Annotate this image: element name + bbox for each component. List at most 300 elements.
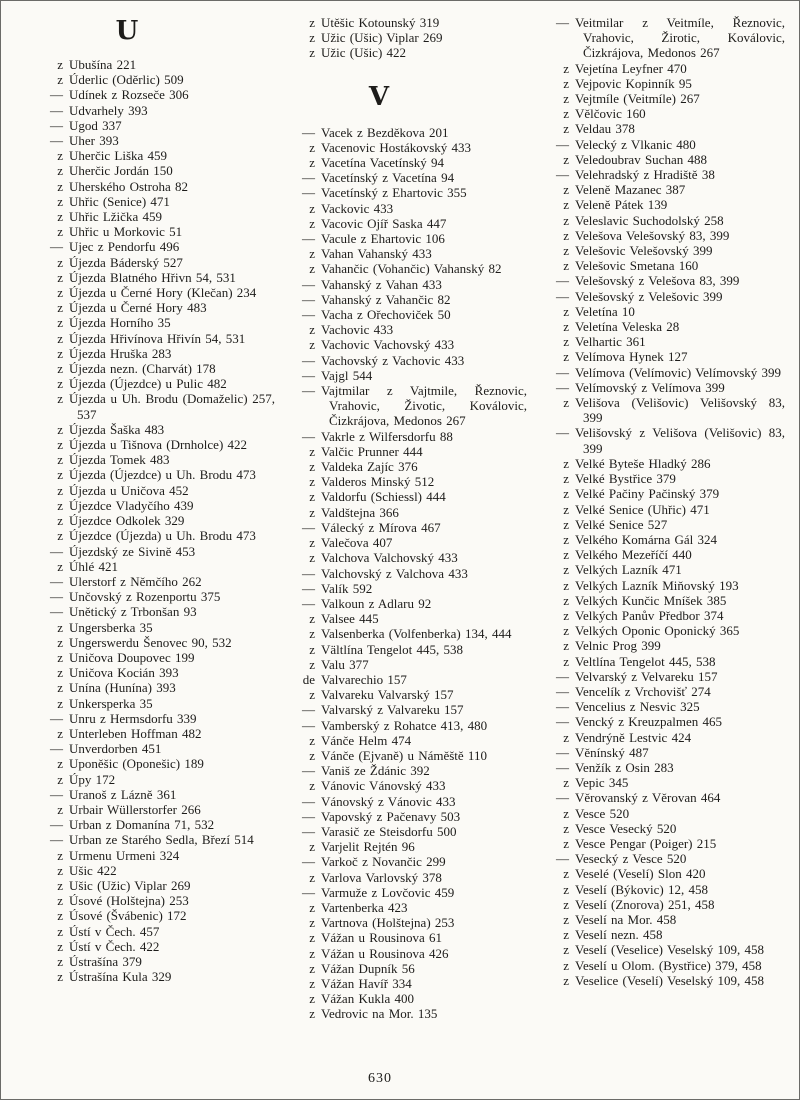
index-entry	[281, 489, 527, 504]
entry-prefix: z	[309, 930, 315, 946]
entry-text: Veselí (Veselice) Veselský 109, 458	[575, 942, 764, 958]
entry-prefix: z	[57, 209, 63, 225]
entry-text: Ústí v Čech. 422	[69, 938, 160, 954]
entry-text: Urmenu Urmeni 324	[69, 847, 180, 863]
index-entry	[281, 322, 527, 337]
entry-prefix: —	[556, 167, 569, 183]
index-entry	[281, 930, 527, 945]
entry-prefix: z	[563, 334, 569, 350]
index-entry	[29, 969, 275, 984]
entry-prefix: z	[563, 91, 569, 107]
entry-prefix: —	[50, 133, 63, 149]
entry-prefix: z	[563, 243, 569, 259]
index-entry	[535, 395, 785, 425]
entry-text: Vánče Helm 474	[321, 732, 412, 748]
entry-text: Veletína Veleska 28	[575, 319, 680, 335]
entry-text: Ušic 422	[69, 862, 117, 878]
entry-text: Újezdce Odkolek 329	[69, 513, 185, 529]
entry-prefix: z	[57, 513, 63, 529]
entry-prefix: —	[50, 543, 63, 559]
entry-prefix: —	[302, 823, 315, 839]
index-entry	[535, 425, 785, 455]
entry-text: Venžík z Osin 283	[575, 759, 674, 775]
index-entry	[281, 824, 527, 839]
index-entry	[29, 331, 275, 346]
entry-prefix: z	[57, 193, 63, 209]
entry-prefix: —	[50, 817, 63, 833]
entry-text: Vesce Pengar (Poiger) 215	[575, 835, 717, 851]
entry-text: Velecký z Vlkanic 480	[575, 136, 696, 152]
entry-text: Unkersperka 35	[69, 695, 153, 711]
index-entry	[29, 87, 275, 102]
entry-text: Valchova Valchovský 433	[321, 550, 458, 566]
entry-text: Újezda Horního 35	[69, 315, 171, 331]
entry-prefix: —	[302, 383, 315, 399]
index-entry	[29, 574, 275, 589]
entry-text: Vánovský z Vánovic 433	[321, 793, 456, 809]
entry-text: Vencelius z Nesvic 325	[575, 699, 700, 715]
entry-prefix: z	[309, 443, 315, 459]
entry-prefix: z	[563, 972, 569, 988]
entry-text: Vahan Vahanský 433	[321, 246, 432, 262]
entry-text: Velímovský z Velímova 399	[575, 379, 725, 395]
entry-text: Újezda (Újezdce) u Pulic 482	[69, 376, 227, 392]
entry-prefix: z	[57, 482, 63, 498]
entry-text: Uherčic Jordán 150	[69, 163, 173, 179]
index-entry	[29, 604, 275, 619]
index-entry	[281, 368, 527, 383]
entry-text: Vejtmíle (Veitmíle) 267	[575, 91, 700, 107]
index-entry	[29, 467, 275, 482]
entry-text: Vapovský z Pačenavy 503	[321, 808, 461, 824]
entry-prefix: z	[57, 330, 63, 346]
index-entry	[29, 650, 275, 665]
entry-text: Vacek z Bezděkova 201	[321, 124, 449, 140]
entry-prefix: —	[302, 793, 315, 809]
entry-prefix: z	[309, 945, 315, 961]
index-entry	[535, 912, 785, 927]
index-entry	[535, 547, 785, 562]
entry-prefix: z	[563, 106, 569, 122]
entry-prefix: z	[563, 516, 569, 532]
entry-prefix: z	[309, 626, 315, 642]
entry-prefix: z	[309, 687, 315, 703]
index-entry	[535, 699, 785, 714]
index-entry	[29, 711, 275, 726]
entry-prefix: z	[563, 592, 569, 608]
entry-text: Ústí v Čech. 457	[69, 923, 160, 939]
index-entry	[29, 179, 275, 194]
index-entry	[535, 684, 785, 699]
page-number: 630	[368, 1071, 392, 1086]
entry-prefix: z	[57, 72, 63, 88]
index-entry	[535, 137, 785, 152]
entry-text: Varmuže z Lovčovic 459	[321, 884, 455, 900]
index-entry	[535, 228, 785, 243]
entry-text: Velké Pačiny Pačinský 379	[575, 486, 720, 502]
entry-prefix: z	[563, 319, 569, 335]
entry-prefix: z	[57, 269, 63, 285]
entry-prefix: —	[302, 367, 315, 383]
entry-prefix: z	[57, 649, 63, 665]
entry-prefix: z	[563, 562, 569, 578]
index-entry	[29, 376, 275, 391]
entry-text: Vážan u Rousinova 426	[321, 945, 449, 961]
entry-text: Velké Senice (Uhřic) 471	[575, 501, 710, 517]
index-entry	[29, 726, 275, 741]
index-entry	[281, 733, 527, 748]
entry-text: Utěšic Kotounský 319	[321, 15, 440, 30]
entry-prefix: —	[556, 136, 569, 152]
entry-prefix: —	[302, 702, 315, 718]
entry-prefix: z	[563, 303, 569, 319]
entry-prefix: z	[309, 747, 315, 763]
entry-prefix: —	[556, 790, 569, 806]
index-entry	[281, 459, 527, 474]
index-entry	[535, 608, 785, 623]
entry-prefix: z	[309, 550, 315, 566]
entry-text: Újezda u Tišnova (Drnholce) 422	[69, 437, 248, 453]
entry-prefix: z	[57, 467, 63, 483]
entry-prefix: de	[302, 671, 315, 687]
entry-text: Velešovic Smetana 160	[575, 258, 699, 274]
index-column-2	[275, 15, 527, 1022]
entry-prefix: —	[50, 604, 63, 620]
entry-text: Veselice (Veselí) Veselský 109, 458	[575, 972, 764, 988]
entry-text: Vahančic (Vohančic) Vahanský 82	[321, 261, 502, 277]
entry-prefix: —	[556, 714, 569, 730]
index-entry	[535, 15, 785, 61]
index-entry	[29, 513, 275, 528]
index-entry	[535, 106, 785, 121]
entry-text: Velkých Lazník Miňovský 193	[575, 577, 739, 593]
index-entry	[281, 763, 527, 778]
entry-text: Uničova Doupovec 199	[69, 649, 195, 665]
index-entry	[535, 167, 785, 182]
index-entry	[535, 365, 785, 380]
entry-text: Válecký z Mírova 467	[321, 519, 441, 535]
entry-text: Urban ze Starého Sedla, Březí 514	[69, 832, 254, 848]
index-entry	[535, 821, 785, 836]
index-entry	[535, 243, 785, 258]
entry-prefix: z	[563, 471, 569, 487]
entry-prefix: —	[302, 854, 315, 870]
entry-text: Veselí (Znorova) 251, 458	[575, 896, 715, 912]
entry-prefix: z	[57, 254, 63, 270]
entry-text: Újezda u Uničova 452	[69, 482, 189, 498]
entry-prefix: —	[50, 117, 63, 133]
entry-prefix: z	[57, 923, 63, 939]
index-entry	[29, 893, 275, 908]
entry-prefix: z	[309, 30, 315, 46]
entry-text: Udínek z Rozseče 306	[69, 87, 189, 103]
entry-prefix: —	[556, 364, 569, 380]
entry-prefix: z	[309, 261, 315, 277]
entry-text: Vážan u Rousinova 61	[321, 930, 443, 946]
entry-text: Újezda u Černé Hory (Klečan) 234	[69, 285, 257, 301]
entry-prefix: —	[556, 425, 569, 441]
entry-text: Valdeka Zajíc 376	[321, 459, 418, 475]
entry-prefix: —	[556, 744, 569, 760]
entry-text: Uhřic u Morkovic 51	[69, 224, 183, 240]
entry-text: Újezda (Újezdce) u Uh. Brodu 473	[69, 467, 256, 483]
entry-text: Ugod 337	[69, 117, 122, 133]
entry-prefix: z	[309, 732, 315, 748]
entry-prefix: z	[57, 421, 63, 437]
index-entry	[281, 581, 527, 596]
index-entry	[281, 246, 527, 261]
index-entry	[29, 848, 275, 863]
entry-text: Valečova 407	[321, 535, 393, 551]
index-entry	[281, 353, 527, 368]
entry-prefix: z	[563, 820, 569, 836]
entry-prefix: z	[57, 300, 63, 316]
index-entry	[281, 672, 527, 687]
entry-prefix: z	[563, 775, 569, 791]
entry-text: Uhřic (Senice) 471	[69, 193, 170, 209]
entry-text: Valkoun z Adlaru 92	[321, 595, 432, 611]
entry-prefix: —	[556, 379, 569, 395]
entry-text: Ungersberka 35	[69, 619, 153, 635]
index-entry	[535, 790, 785, 805]
entry-text: Velímova (Velímovic) Velímovský 399	[575, 364, 782, 380]
index-entry	[29, 300, 275, 315]
entry-text: Velkého Komárna Gál 324	[575, 531, 717, 547]
entry-text: Vahanský z Vahančic 82	[321, 291, 451, 307]
entry-prefix: —	[302, 185, 315, 201]
index-entry	[29, 544, 275, 559]
index-entry	[281, 429, 527, 444]
index-entry	[535, 927, 785, 942]
entry-prefix: z	[309, 915, 315, 931]
entry-text: Úpy 172	[69, 771, 116, 787]
index-entry	[535, 532, 785, 547]
entry-prefix: —	[50, 832, 63, 848]
entry-text: Újezdce Vladyčího 439	[69, 497, 194, 513]
entry-text: Újezdský ze Sivině 453	[69, 543, 196, 559]
entry-prefix: z	[563, 547, 569, 563]
entry-prefix: z	[563, 258, 569, 274]
entry-prefix: z	[309, 960, 315, 976]
entry-text: Veledoubrav Suchan 488	[575, 151, 707, 167]
entry-prefix: z	[57, 771, 63, 787]
index-entry	[29, 939, 275, 954]
index-entry	[535, 182, 785, 197]
index-entry	[281, 839, 527, 854]
index-entry	[535, 502, 785, 517]
index-entry	[29, 346, 275, 361]
entry-prefix: z	[309, 641, 315, 657]
entry-prefix: z	[309, 322, 315, 338]
index-entry	[535, 562, 785, 577]
index-entry	[535, 973, 785, 988]
entry-text: Vendrýně Lestvic 424	[575, 729, 692, 745]
entry-prefix: z	[57, 877, 63, 893]
index-entry	[29, 103, 275, 118]
entry-prefix: z	[309, 337, 315, 353]
entry-prefix: z	[57, 680, 63, 696]
entry-text: Varkoč z Novančic 299	[321, 854, 446, 870]
entry-prefix: z	[57, 391, 63, 407]
entry-prefix: z	[57, 148, 63, 164]
entry-text: Velnic Prog 399	[575, 638, 661, 654]
entry-text: Újezda Tomek 483	[69, 452, 170, 468]
entry-prefix: z	[309, 504, 315, 520]
entry-text: Velešova Velešovský 83, 399	[575, 227, 730, 243]
entry-prefix: z	[563, 151, 569, 167]
entry-prefix: —	[50, 573, 63, 589]
index-entry	[535, 760, 785, 775]
index-entry	[281, 140, 527, 155]
index-columns	[29, 15, 791, 1022]
entry-text: Unína (Hunína) 393	[69, 680, 176, 696]
entry-text: Valsenberka (Volfenberka) 134, 444	[321, 626, 512, 642]
index-entry	[281, 15, 527, 30]
index-entry	[535, 289, 785, 304]
index-entry	[281, 550, 527, 565]
entry-text: Unru z Hermsdorfu 339	[69, 710, 197, 726]
entry-prefix: —	[302, 352, 315, 368]
entry-prefix: z	[309, 45, 315, 61]
entry-prefix: z	[57, 437, 63, 453]
entry-prefix: z	[309, 139, 315, 155]
index-entry	[29, 908, 275, 923]
entry-prefix: z	[563, 197, 569, 213]
index-entry	[29, 437, 275, 452]
index-entry	[29, 802, 275, 817]
entry-text: Unterleben Hoffman 482	[69, 725, 202, 741]
entry-prefix: z	[563, 607, 569, 623]
index-entry	[281, 292, 527, 307]
entry-text: Vedrovic na Mor. 135	[321, 1006, 438, 1022]
entry-text: Újezda Báderský 527	[69, 254, 183, 270]
entry-prefix: z	[309, 778, 315, 794]
entry-prefix: z	[57, 801, 63, 817]
entry-text: Urban z Domanína 71, 532	[69, 817, 215, 833]
entry-text: Vachovský z Vachovic 433	[321, 352, 465, 368]
entry-prefix: z	[563, 455, 569, 471]
entry-prefix: z	[563, 942, 569, 958]
entry-text: Unčovský z Rozenportu 375	[69, 589, 221, 605]
entry-text: Vältlína Tengelot 445, 538	[321, 641, 463, 657]
entry-text: Udvarhely 393	[69, 102, 148, 118]
entry-prefix: —	[556, 699, 569, 715]
index-entry	[281, 535, 527, 550]
entry-text: Újezda Hruška 283	[69, 345, 172, 361]
entry-prefix: z	[57, 665, 63, 681]
entry-prefix: —	[50, 786, 63, 802]
entry-prefix: z	[309, 215, 315, 231]
entry-prefix: z	[57, 57, 63, 72]
entry-text: Uher 393	[69, 133, 119, 149]
entry-text: Velišovský z Velišova (Velišovic) 83, 399	[575, 425, 785, 456]
entry-prefix: z	[563, 896, 569, 912]
entry-prefix: z	[309, 459, 315, 475]
index-entry	[535, 334, 785, 349]
index-entry	[535, 942, 785, 957]
index-entry	[29, 635, 275, 650]
index-entry	[29, 924, 275, 939]
index-entry	[281, 702, 527, 717]
entry-text: Velešovic Velešovský 399	[575, 243, 713, 259]
entry-text: Velké Byteše Hladký 286	[575, 455, 711, 471]
entry-prefix: z	[57, 224, 63, 240]
index-entry	[535, 882, 785, 897]
index-entry	[29, 209, 275, 224]
index-entry	[535, 319, 785, 334]
entry-prefix: z	[309, 899, 315, 915]
index-entry	[29, 133, 275, 148]
entry-text: Valčic Prunner 444	[321, 443, 423, 459]
index-entry	[29, 696, 275, 711]
entry-prefix: z	[57, 619, 63, 635]
entry-text: Velhartic 361	[575, 334, 646, 350]
index-entry	[281, 961, 527, 976]
index-entry	[29, 422, 275, 437]
entry-prefix: z	[563, 623, 569, 639]
entry-text: Vachovic Vachovský 433	[321, 337, 455, 353]
entry-text: Veleně Mazanec 387	[575, 182, 686, 198]
index-entry	[535, 836, 785, 851]
index-entry	[281, 45, 527, 60]
entry-text: Valvarechio 157	[321, 671, 407, 687]
index-entry	[535, 669, 785, 684]
entry-text: Vážan Kukla 400	[321, 991, 414, 1007]
entry-text: Uranoš z Lázně 361	[69, 786, 177, 802]
entry-prefix: z	[57, 345, 63, 361]
section-letter-heading: U	[115, 16, 139, 46]
entry-prefix: z	[563, 866, 569, 882]
index-entry	[535, 745, 785, 760]
index-entry	[281, 794, 527, 809]
index-entry	[535, 456, 785, 471]
index-entry	[29, 787, 275, 802]
entry-text: Uherčic Liška 459	[69, 148, 168, 164]
index-entry	[281, 809, 527, 824]
index-entry	[29, 483, 275, 498]
entry-prefix: z	[309, 656, 315, 672]
entry-prefix: z	[563, 227, 569, 243]
entry-prefix: z	[309, 611, 315, 627]
entry-prefix: z	[57, 756, 63, 772]
entry-text: Velehradský z Hradiště 38	[575, 167, 715, 183]
entry-prefix: —	[556, 15, 569, 30]
entry-prefix: z	[57, 969, 63, 985]
entry-prefix: z	[309, 155, 315, 171]
entry-text: Valchovský z Valchova 433	[321, 565, 468, 581]
entry-text: Vajgl 544	[321, 367, 373, 383]
index-entry	[281, 946, 527, 961]
index-entry	[535, 61, 785, 76]
entry-text: Velké Bystřice 379	[575, 471, 676, 487]
entry-text: Ústrašína Kula 329	[69, 969, 172, 985]
index-entry	[281, 900, 527, 915]
entry-prefix: z	[309, 1006, 315, 1022]
entry-text: Velešovský z Velešovic 399	[575, 288, 723, 304]
entry-text: Vejpovic Kopinník 95	[575, 75, 692, 91]
entry-prefix: —	[556, 273, 569, 289]
entry-text: Valsee 445	[321, 611, 379, 627]
index-entry	[535, 730, 785, 745]
entry-text: Varjelit Rejtén 96	[321, 839, 415, 855]
index-entry	[281, 854, 527, 869]
entry-text: Velkých Panův Předbor 374	[575, 607, 724, 623]
entry-text: Vacetínský z Ehartovic 355	[321, 185, 467, 201]
entry-text: Ušic (Užic) Viplar 269	[69, 877, 191, 893]
entry-text: Valdorfu (Schiessl) 444	[321, 489, 446, 505]
entry-prefix: z	[309, 869, 315, 885]
entry-prefix: z	[57, 953, 63, 969]
